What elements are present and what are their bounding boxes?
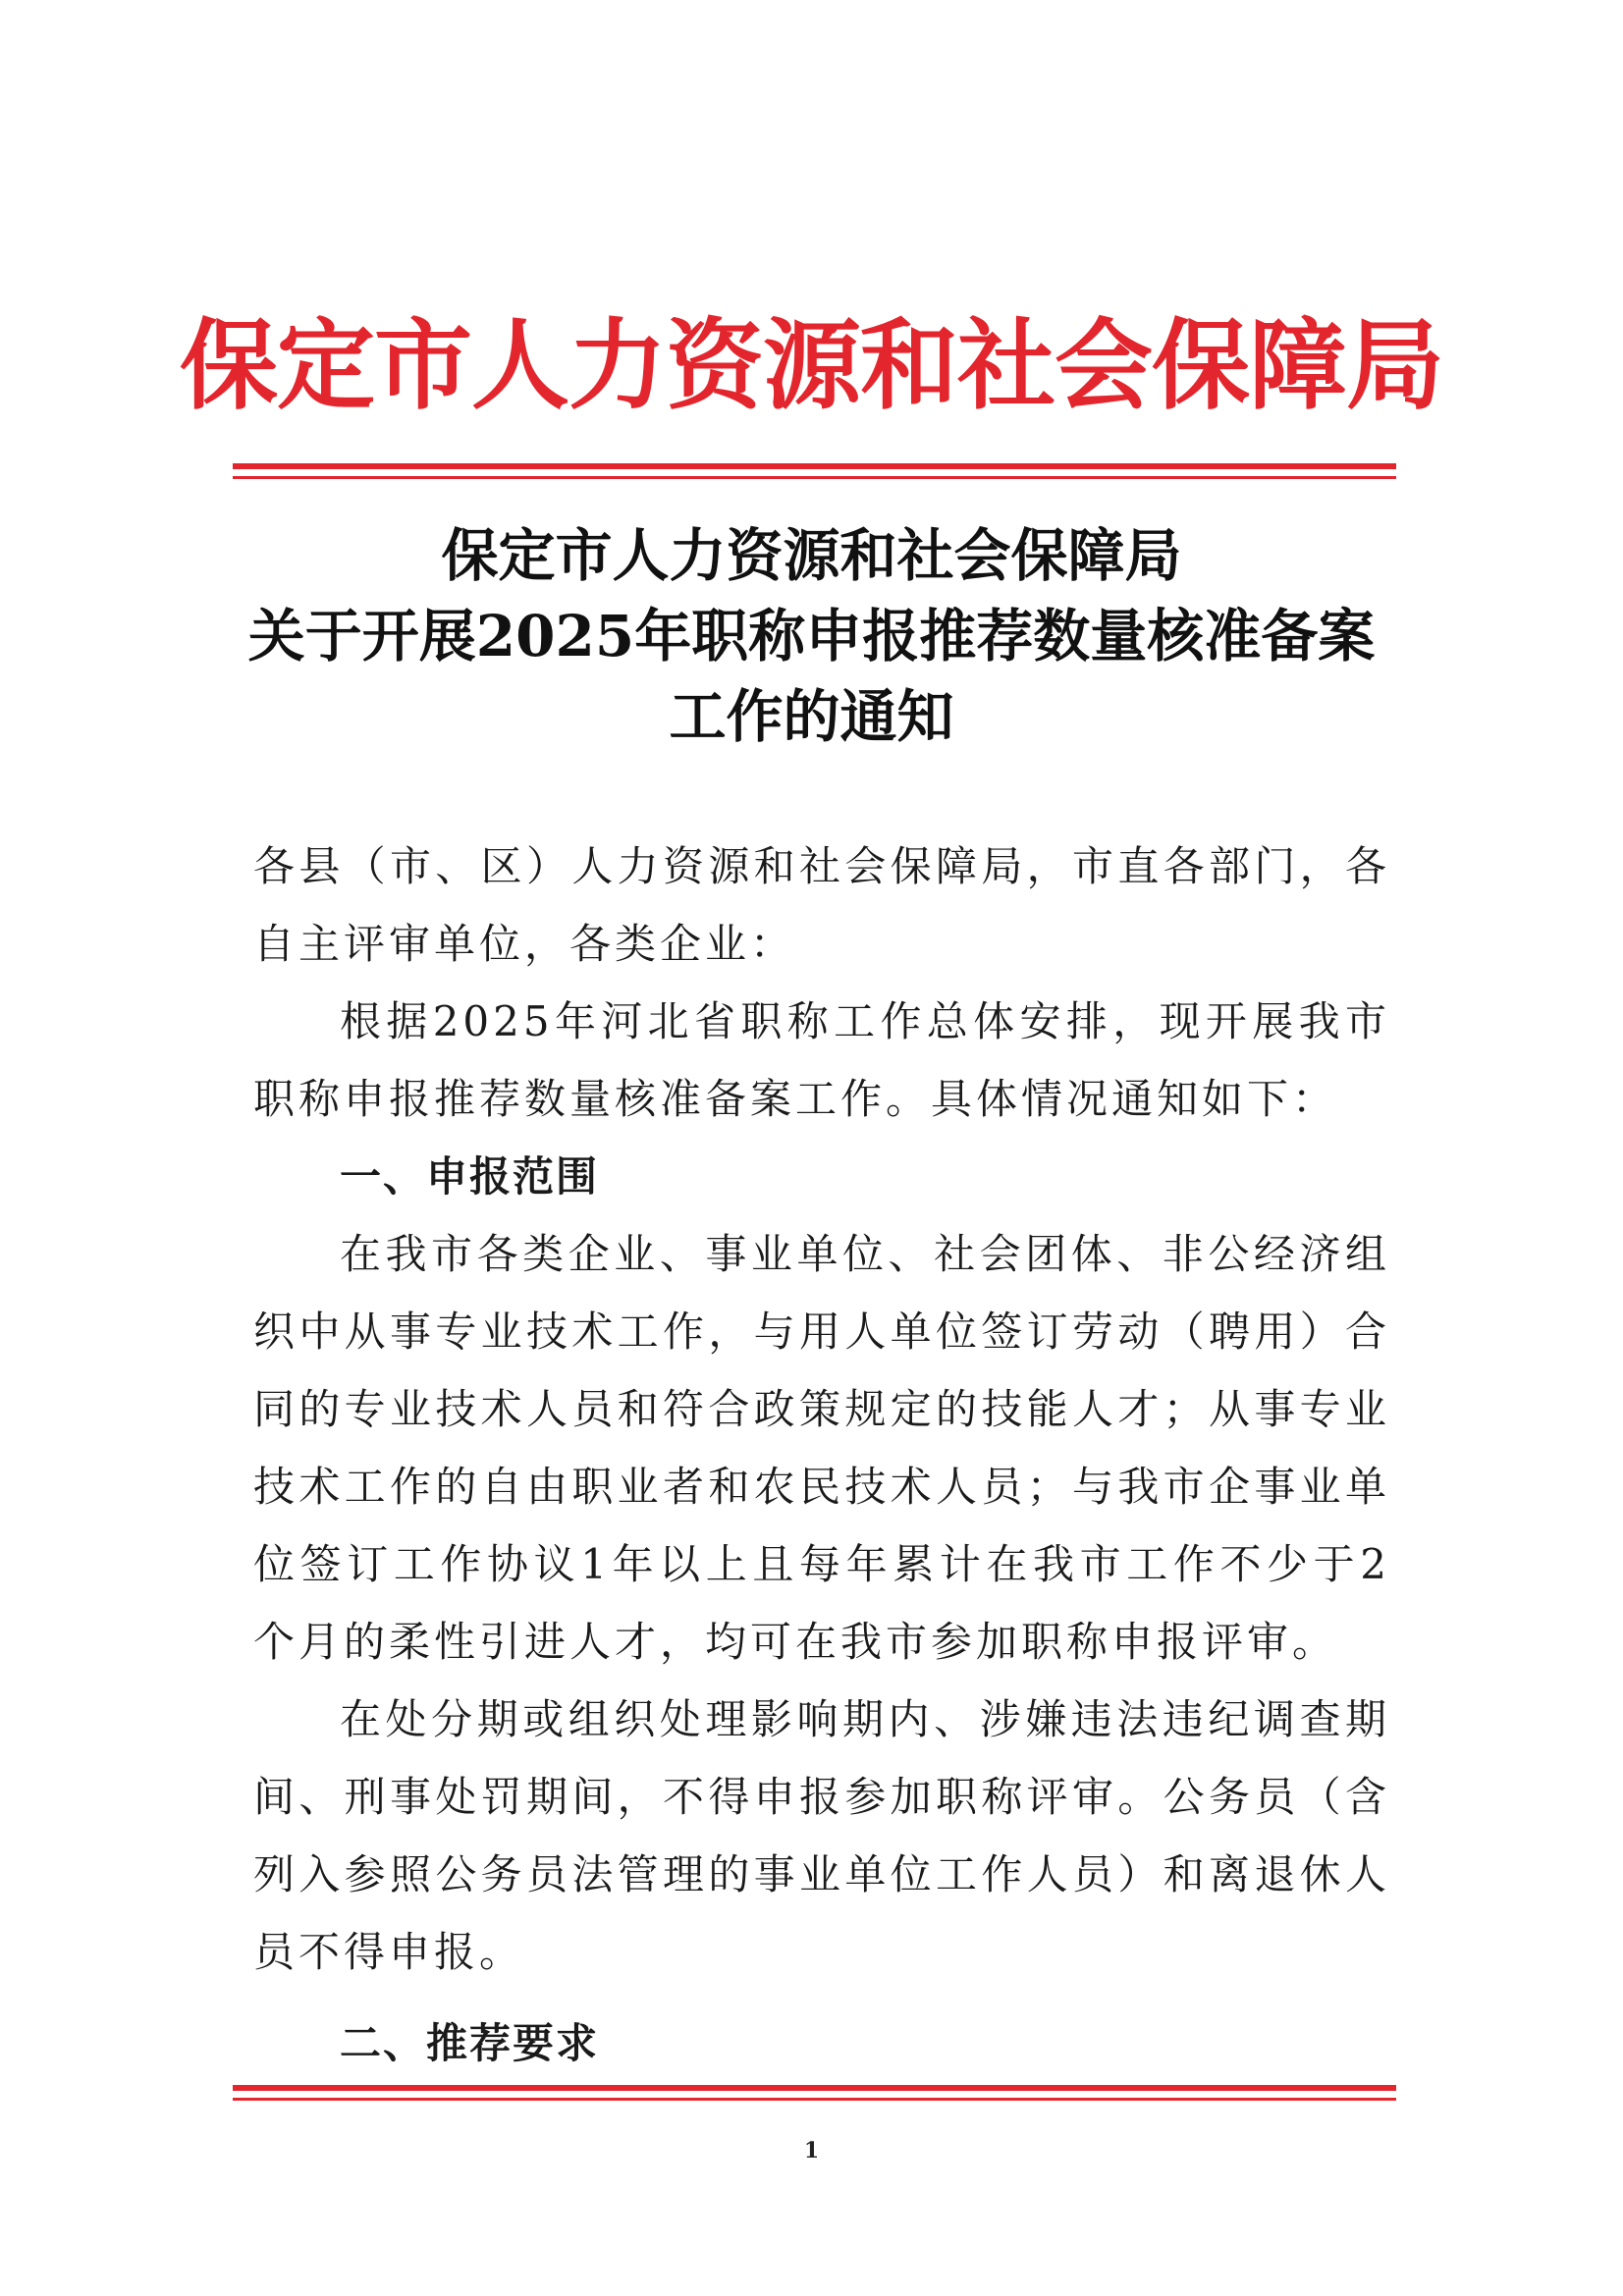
intro-paragraph: 根据2025年河北省职称工作总体安排，现开展我市职称申报推荐数量核准备案工作。具体情况通知如下： xyxy=(253,997,1390,1123)
document-title xyxy=(0,515,1623,757)
document-title-line-2: 关于开展2025年职称申报推荐数量核准备案 xyxy=(247,603,1376,669)
document-title-line-1: 保定市人力资源和社会保障局 xyxy=(441,522,1182,589)
issuing-authority-header: 保定市人力资源和社会保障局 xyxy=(180,308,1443,423)
footer-rule-thick xyxy=(233,2085,1396,2091)
section-1-paragraph-1: 在我市各类企业、事业单位、社会团体、非公经济组织中从事专业技术工作，与用人单位签订劳动（聘用）合同的专业技术人员和符合政策规定的技能人才；从事专业技术工作的自由职业者和农民技术人员；与我市企事业单位签订工作协议1年以上且每年累计在我市工作不少于2个月的柔性引进人才，均可在我市参加职称申报评审。 xyxy=(253,1230,1390,1666)
section-heading-2: 二、推荐要求 xyxy=(340,2019,600,2067)
section-1-paragraph-2: 在处分期或组织处理影响期内、涉嫌违法违纪调查期间、刑事处罚期间，不得申报参加职称评审。公务员（含列入参照公务员法管理的事业单位工作人员）和离退休人员不得申报。 xyxy=(253,1695,1390,1976)
section-heading-1: 一、申报范围 xyxy=(340,1152,600,1201)
document-body xyxy=(253,828,1390,2082)
page-number: 1 xyxy=(803,2138,820,2163)
footer-rule-thin xyxy=(233,2098,1396,2101)
document-title-line-3: 工作的通知 xyxy=(669,683,954,750)
salutation: 各县（市、区）人力资源和社会保障局，市直各部门，各自主评审单位，各类企业： xyxy=(253,842,1390,968)
header-rule-thin xyxy=(233,476,1396,479)
header-rule-thick xyxy=(233,463,1396,469)
